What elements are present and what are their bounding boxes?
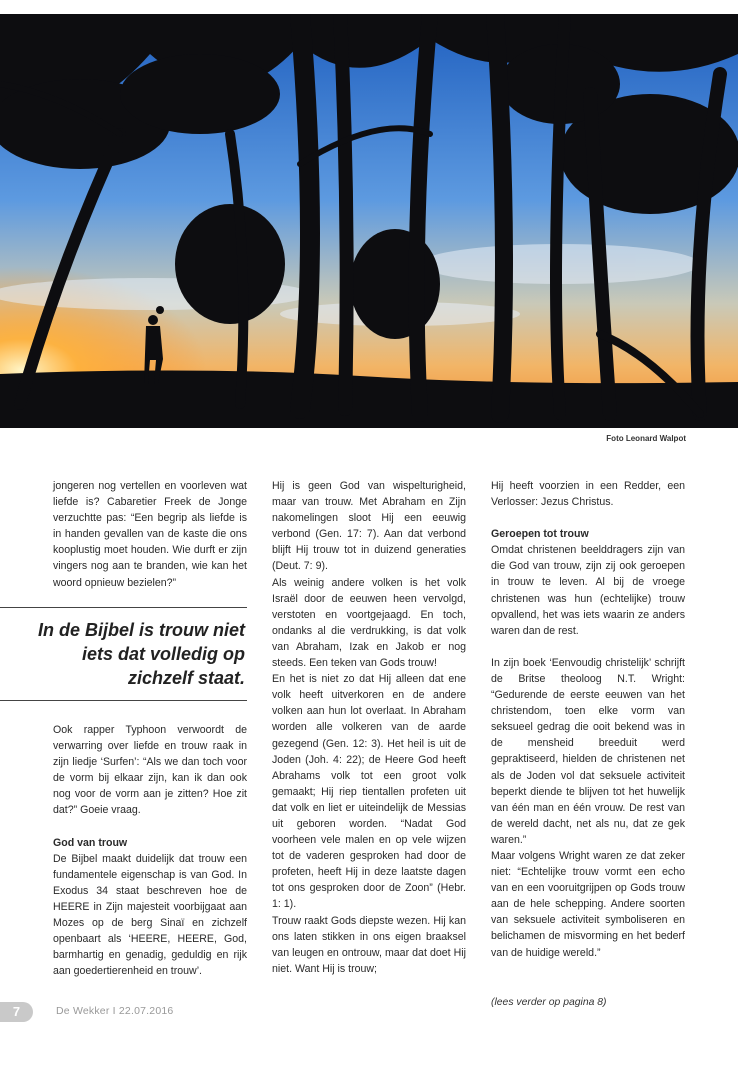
paragraph: Hij is geen God van wispelturigheid, maar van trouw. Met Abraham en Zijn nakomelingen sloot Hij een eeuwig verbond (Gen. 17: 7). Aan dat verbond blijft Hij trouw tot in duizend generaties (Deut. 7: 9).: [272, 480, 466, 573]
paragraph: jongeren nog vertellen en voorleven wat liefde is? Cabaretier Freek de Jonge verzuchtte pas: “Een begrip als liefde is in handen gevallen van de kaste die ons kooplustig moet houden. Wie durft er zijn vingers nog aan te branden, wie kan het woord opnieuw bezielen?”: [53, 480, 247, 589]
column-2: [272, 478, 466, 977]
paragraph: Hij heeft voorzien in een Redder, een Verlosser: Jezus Christus.: [491, 480, 685, 509]
page-number: 7: [0, 1002, 33, 1022]
paragraph: In zijn boek ‘Eenvoudig christelijk’ schrijft de Britse theoloog N.T. Wright: “Gedurende de eerste eeuwen van het christendom, toen elke vorm van seksueel gedrag die ooit bekend was in de mensheid breeduit werd gepraktiseerd, hielden de christenen net als de Joden vol dat seksuele activiteit beperkt diende te blijven tot het huwelijk van één man en één vrouw. De rest van de wereld dacht, net als nu, dat ze gek waren.”: [491, 656, 685, 846]
paragraph: Trouw raakt Gods diepste wezen. Hij kan ons laten stikken in ons eigen braaksel van leugen en ontrouw, maar dat doet Hij niet. Want Hij is trouw;: [272, 914, 466, 975]
section-heading: God van trouw: [53, 836, 128, 849]
paragraph: De Bijbel maakt duidelijk dat trouw een fundamentele eigenschap is van God. In Exodus 34 staat beschreven hoe de HEERE in Zijn majesteit voorbijgaat aan Mozes op de berg Sinaï en zichzelf openbaart als ‘HEERE, HEERE, God, barmhartig en genadig, geduldig en rijk aan goedertierenheid en trouw’.: [53, 852, 247, 978]
header-photo: [0, 14, 738, 428]
column-3: [491, 478, 685, 961]
column-1: [53, 722, 247, 979]
column-1-intro: [53, 478, 247, 591]
photo-credit: Foto Leonard Walpot: [606, 434, 686, 443]
paragraph: Omdat christenen beelddragers zijn van die God van trouw, zijn zij ook geroepen in trouw te leven. Al bij de vroege christenen was hun (echtelijke) trouw opvallend, het was iets waarin ze anders waren dan de rest.: [491, 544, 685, 637]
pull-quote: [0, 607, 247, 701]
section-heading: Geroepen tot trouw: [491, 528, 589, 541]
paragraph: Maar volgens Wright waren ze dat zeker niet: “Echtelijke trouw vormt een echo van en een vooruitgrijpen op Gods trouw aan de hele schepping. Andere soorten van seksuele activiteit symboliseren en belichamen de misvorming en het bederf van de huidige wereld.”: [491, 849, 685, 959]
pull-quote-text: In de Bijbel is trouw niet iets dat volledig op zichzelf staat.: [37, 620, 245, 688]
paragraph: En het is niet zo dat Hij alleen dat ene volk heeft uitverkoren en de andere volken aan hun lot overlaat. In Abraham worden alle volkeren van de aarde gezegend (Gen. 12: 3). Het heil is uit de Joden (Joh. 4: 22); de Heere God heeft Abrahams volk tot een groot volk gemaakt; Hij riep tientallen profeten uit dat volk en liet er uiteindelijk de Messias uit geboren worden. “Nadat God voorheen vele malen en op vele wijzen tot de vaderen gesproken had door de profeten, heeft Hij in deze laatste dagen tot ons gesproken door de Zoon” (Hebr. 1: 1).: [272, 673, 466, 911]
continued-note: (lees verder op pagina 8): [491, 997, 607, 1008]
paragraph: Als weinig andere volken is het volk Israël door de eeuwen heen vervolgd, verstoten en voortgejaagd. En toch, ondanks al die verdrukking, is dat volk van Abraham, Izak en Jakob er nog steeds. Een teken van Gods trouw!: [272, 576, 466, 670]
paragraph: Ook rapper Typhoon verwoordt de verwarring over liefde en trouw raak in zijn liedje ‘Surfen’: “Als we dan toch voor de vorm bij elkaar zijn, kan ik dan ook nog voor de vorm aan je zitten? Hoe zit dat?” Goeie vraag.: [53, 724, 247, 817]
footer-publication: De Wekker I 22.07.2016: [56, 1005, 174, 1017]
